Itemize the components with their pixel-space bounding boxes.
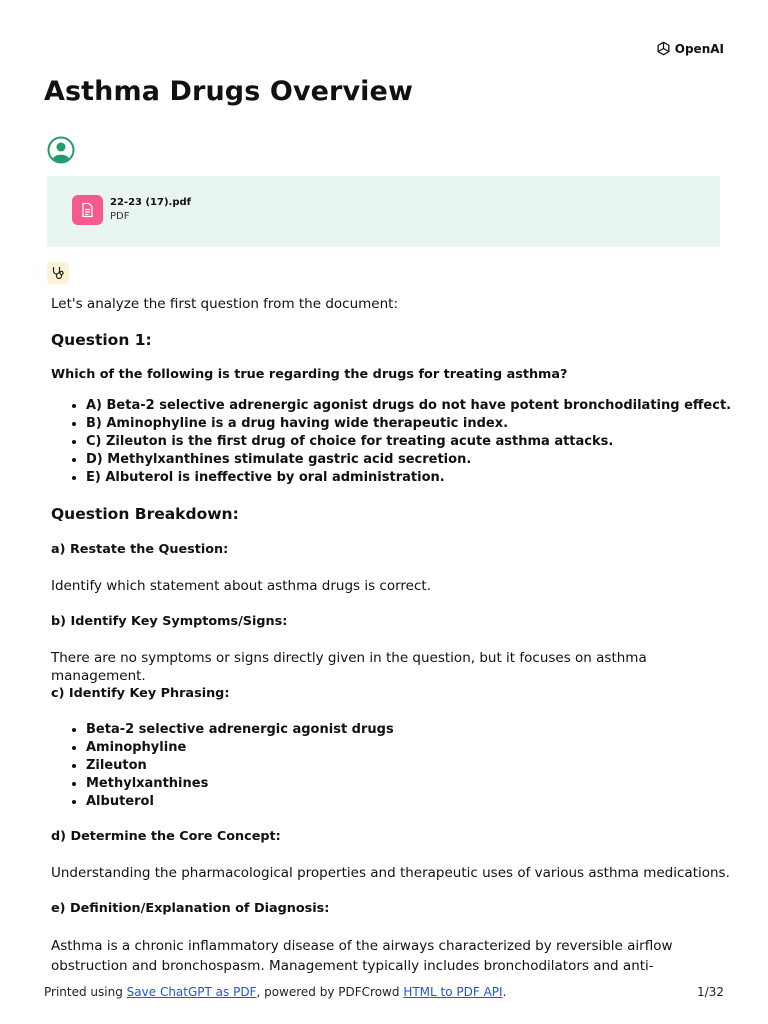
page-number: 1/32: [697, 985, 724, 999]
file-attachment[interactable]: [47, 176, 720, 247]
list-item: • A) Beta-2 selective adrenergic agonist drugs do not have potent bronchodilating effect.: [86, 397, 766, 415]
list-item: • Beta-2 selective adrenergic agonist drugs: [86, 721, 394, 739]
footer-powered-by: , powered by PDFCrowd: [256, 985, 400, 999]
list-item: • Methylxanthines: [86, 775, 394, 793]
footer: [44, 985, 724, 999]
user-avatar-icon: [47, 136, 75, 164]
question-text: Which of the following is true regarding the drugs for treating asthma?: [51, 367, 568, 382]
list-item: • Zileuton: [86, 757, 394, 775]
list-item: • Albuterol: [86, 793, 394, 811]
question-heading: Question 1:: [51, 331, 152, 349]
section-a-title: a) Restate the Question:: [51, 542, 229, 557]
section-d-title: d) Determine the Core Concept:: [51, 829, 281, 844]
document-icon: [72, 195, 103, 225]
section-c-title: c) Identify Key Phrasing:: [51, 686, 230, 701]
list-item: • D) Methylxanthines stimulate gastric acid secretion.: [86, 451, 766, 469]
key-phrasing-list: [51, 721, 394, 811]
openai-brand: [655, 40, 724, 57]
section-b-text: There are no symptoms or signs directly given in the question, but it focuses on asthma management.: [51, 650, 647, 684]
assistant-stethoscope-icon: [47, 262, 69, 284]
page-title: Asthma Drugs Overview: [44, 76, 413, 107]
file-name: 22-23 (17).pdf: [110, 197, 191, 208]
footer-period: .: [502, 985, 507, 999]
list-item: • C) Zileuton is the first drug of choice for treating acute asthma attacks.: [86, 433, 766, 451]
html-to-pdf-api-link[interactable]: HTML to PDF API: [403, 985, 503, 999]
brand-name: OpenAI: [674, 41, 724, 56]
section-b-title: b) Identify Key Symptoms/Signs:: [51, 614, 288, 629]
section-e-text: Asthma is a chronic inflammatory disease of the airways characterized by reversible airflow obstruction and bronchospasm. Management typically includes bronchodilators and anti-: [51, 938, 673, 974]
footer-printed-using: Printed using: [44, 985, 123, 999]
list-item: • B) Aminophyline is a drug having wide therapeutic index.: [86, 415, 766, 433]
list-item: • Aminophyline: [86, 739, 394, 757]
breakdown-heading: Question Breakdown:: [51, 505, 239, 523]
section-d-text: Understanding the pharmacological properties and therapeutic uses of various asthma medications.: [51, 865, 730, 881]
section-a-text: Identify which statement about asthma drugs is correct.: [51, 578, 431, 594]
section-e-title: e) Definition/Explanation of Diagnosis:: [51, 901, 330, 916]
intro-text: Let's analyze the first question from the document:: [51, 296, 398, 312]
openai-logo-icon: [655, 40, 672, 57]
options-list: [51, 397, 766, 487]
list-item: • E) Albuterol is ineffective by oral administration.: [86, 469, 766, 487]
file-type: PDF: [110, 211, 130, 222]
save-chatgpt-pdf-link[interactable]: Save ChatGPT as PDF: [126, 985, 257, 999]
